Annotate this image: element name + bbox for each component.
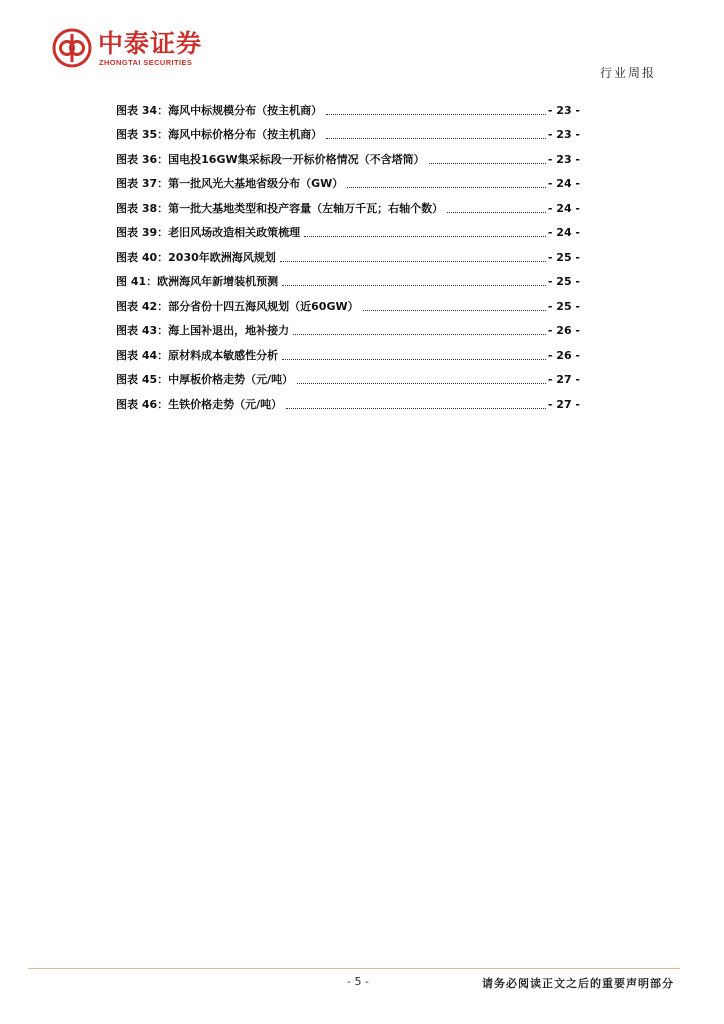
toc-entry[interactable]: [116, 289, 580, 314]
report-type-label: 行业周报: [599, 66, 656, 80]
toc-dot-leader: [347, 187, 546, 188]
toc-entry-page: - 24 -: [547, 201, 580, 215]
toc-entry-title: 国电投16GW集采标段一开标价格情况（不含塔筒）: [168, 152, 425, 166]
toc-entry-title: 海风中标规模分布（按主机商）: [168, 103, 323, 117]
toc-dot-leader: [282, 359, 546, 360]
toc-dot-leader: [282, 285, 546, 286]
footer-divider: [28, 968, 680, 969]
company-logo: [52, 28, 227, 72]
toc-dot-leader: [293, 334, 546, 335]
toc-dot-leader: [447, 212, 546, 213]
toc-dot-leader: [286, 408, 546, 409]
toc-dot-leader: [326, 138, 546, 139]
toc-entry-title: 生铁价格走势（元/吨）: [168, 397, 283, 411]
toc-entry-label: 图表 37：: [116, 177, 169, 190]
toc-entry-page: - 27 -: [547, 373, 580, 386]
toc-entry-page: - 24 -: [547, 177, 580, 190]
toc-entry-page: - 24 -: [547, 226, 580, 239]
toc-entry-title: 第一批风光大基地省级分布（GW）: [168, 177, 344, 190]
toc-entry[interactable]: [116, 191, 580, 216]
toc-entry[interactable]: [116, 338, 580, 363]
toc-entry-label: 图 41：: [116, 275, 158, 288]
toc-entry-page: - 26 -: [547, 348, 580, 362]
toc-entry[interactable]: [116, 314, 580, 339]
toc-entry-label: 图表 40：: [116, 250, 169, 264]
toc-entry-label: 图表 36：: [116, 152, 169, 166]
toc-entry[interactable]: [116, 216, 580, 241]
toc-entry-page: - 25 -: [547, 275, 580, 288]
toc-entry-title: 欧洲海风年新增装机预测: [157, 275, 279, 288]
zhongtai-logo-icon: [52, 28, 92, 68]
toc-entry-title: 海上国补退出，地补接力: [168, 324, 290, 337]
toc-entry-page: - 26 -: [547, 324, 580, 337]
toc-entry-label: 图表 44：: [116, 348, 169, 362]
toc-entry-label: 图表 42：: [116, 299, 169, 313]
toc-entry[interactable]: [116, 387, 580, 412]
toc-entry-title: 部分省份十四五海风规划（近60GW）: [168, 299, 359, 313]
toc-entry-title: 海风中标价格分布（按主机商）: [168, 128, 323, 141]
figure-index: [116, 93, 580, 412]
toc-entry[interactable]: [116, 142, 580, 167]
toc-entry[interactable]: [116, 363, 580, 388]
toc-entry-page: - 27 -: [547, 397, 580, 411]
toc-entry-label: 图表 35：: [116, 128, 169, 141]
toc-entry-title: 第一批大基地类型和投产容量（左轴万千瓦；右轴个数）: [168, 201, 444, 215]
toc-dot-leader: [304, 236, 546, 237]
toc-entry-page: - 23 -: [547, 152, 580, 166]
toc-entry-label: 图表 46：: [116, 397, 169, 411]
toc-dot-leader: [429, 163, 546, 164]
toc-dot-leader: [280, 261, 546, 262]
toc-entry[interactable]: [116, 167, 580, 192]
toc-entry[interactable]: [116, 240, 580, 265]
toc-entry[interactable]: [116, 93, 580, 118]
toc-entry-page: - 25 -: [547, 250, 580, 264]
toc-entry-page: - 23 -: [547, 128, 580, 141]
toc-entry-label: 图表 34：: [116, 103, 169, 117]
toc-entry-title: 原材料成本敏感性分析: [168, 348, 279, 362]
toc-entry-page: - 25 -: [547, 299, 580, 313]
toc-dot-leader: [363, 310, 546, 311]
toc-entry-label: 图表 39：: [116, 226, 169, 239]
toc-entry[interactable]: [116, 118, 580, 143]
toc-entry-page: - 23 -: [547, 103, 580, 117]
toc-dot-leader: [326, 114, 546, 115]
toc-entry-title: 老旧风场改造相关政策梳理: [168, 226, 301, 239]
disclaimer-note: 请务必阅读正文之后的重要声明部分: [482, 977, 674, 990]
toc-entry-label: 图表 38：: [116, 201, 169, 215]
toc-entry-title: 中厚板价格走势（元/吨）: [168, 373, 294, 386]
toc-entry-label: 图表 43：: [116, 324, 169, 337]
toc-entry-label: 图表 45：: [116, 373, 169, 386]
toc-entry-title: 2030年欧洲海风规划: [168, 250, 276, 264]
toc-entry[interactable]: [116, 265, 580, 290]
logo-chinese-name: 中泰证券: [98, 29, 203, 58]
toc-dot-leader: [297, 383, 546, 384]
page-number: - 5 -: [347, 975, 369, 988]
logo-english-name: ZHONGTAI SECURITIES: [99, 58, 193, 67]
